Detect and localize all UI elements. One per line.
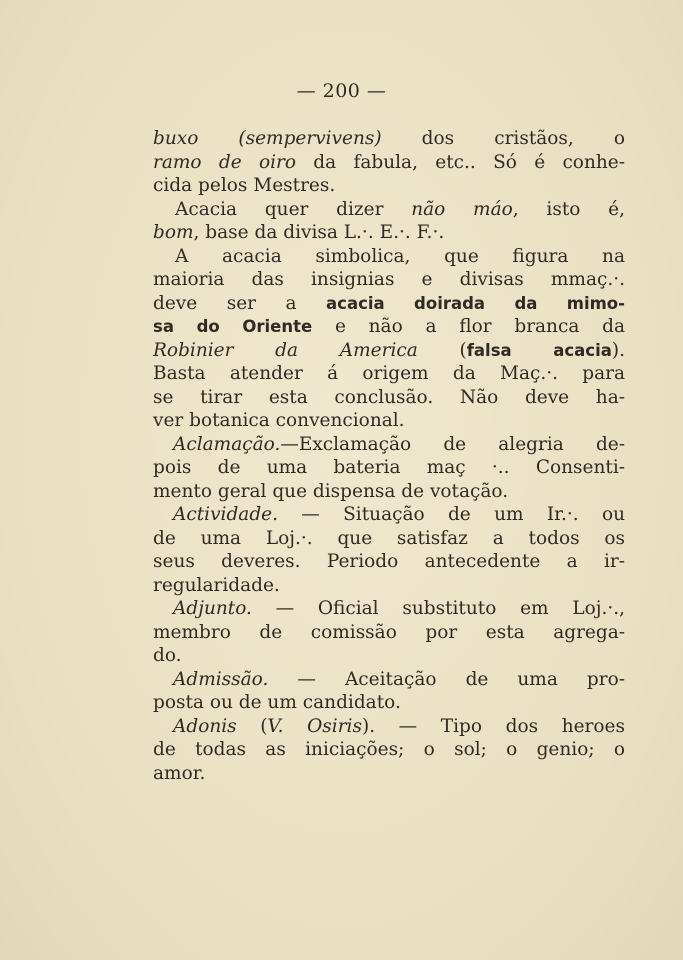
text-line: do. [153,645,182,666]
text-line: ramo de oiro da fabula, etc.. Só é conhe- [153,151,625,173]
entry-admissao: Admissão. — Aceitação de uma pro- [173,668,625,690]
text-line: Basta atender á origem da Maç.·. para [153,363,625,384]
text-line: amor. [153,762,206,784]
text-line: posta ou de um candidato. [153,692,401,713]
text-line: deve ser a acacia doirada da mimo- [153,292,625,314]
text-line: seus deveres. Periodo antecedente a ir- [153,551,625,572]
page-text [153,127,625,785]
entry-adjunto: Adjunto. — Oficial substituto em Loj.·., [173,598,625,619]
text-line: ver botanica convencional. [153,410,405,431]
text-line: de uma Loj.·. que satisfaz a todos os [153,527,625,549]
entry-adonis: Adonis (V. Osiris). — Tipo dos heroes [173,715,625,737]
text-line: se tirar esta conclusão. Não deve ha- [153,386,625,408]
text-line: bom, base da divisa L.·. E.·. F.·. [153,222,445,243]
text-line: Robinier da America (falsa acacia). [153,339,625,361]
text-line: buxo (sempervivens) dos cristãos, o [153,128,625,149]
text-line: pois de uma bateria maç ·.. Consenti- [153,457,625,478]
entry-acacia: Acacia quer dizer não máo, isto é, [175,198,625,220]
text-line: cida pelos Mestres. [153,175,336,196]
text-line: sa do Oriente e não a flor branca da [153,316,625,337]
page-number: — 200 — [296,80,387,102]
text-line: regularidade. [153,574,280,596]
text-line: maioria das insignias e divisas mmaç.·. [153,269,625,290]
text-line: A acacia simbolica, que figura na [175,245,625,267]
text-line: de todas as iniciações; o sol; o genio; o [153,739,625,760]
text-line: membro de comissão por esta agrega- [153,621,625,643]
text-line: mento geral que dispensa de votação. [153,480,509,502]
entry-aclamacao: Aclamação.—Exclamação de alegria de- [173,433,625,455]
entry-actividade: Actividade. — Situação de um Ir.·. ou [173,504,625,525]
